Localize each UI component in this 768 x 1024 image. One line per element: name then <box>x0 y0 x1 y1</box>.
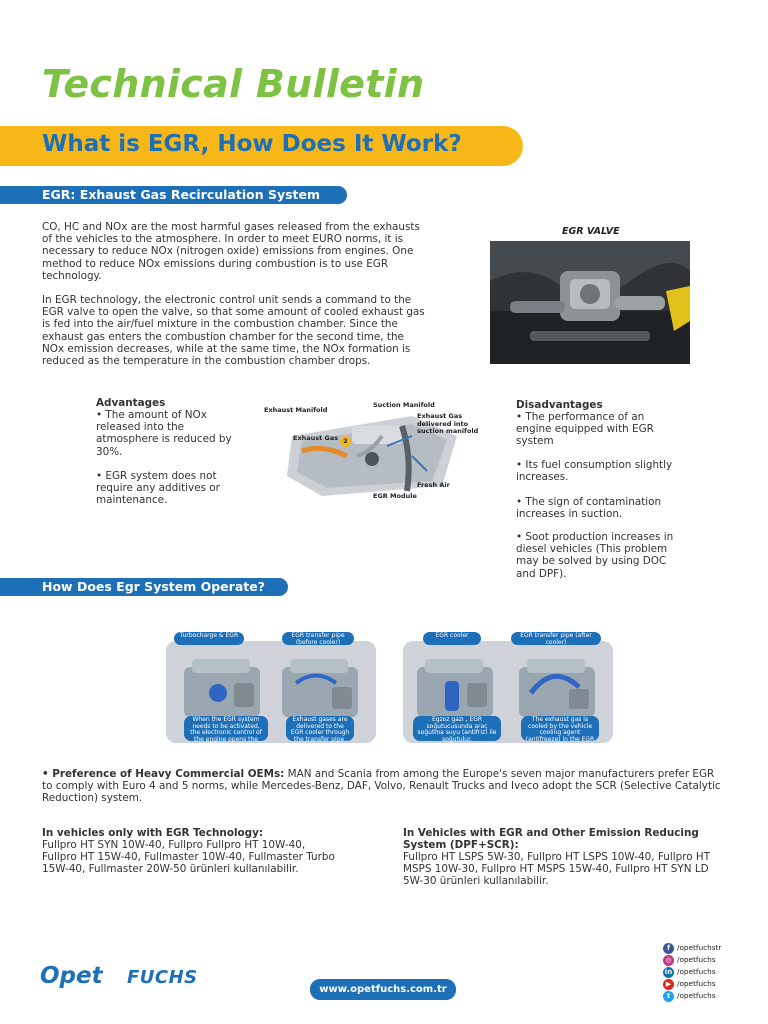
social-handle: /opetfuchstr <box>677 943 722 952</box>
diagram-label-egr-module: EGR Module <box>373 492 417 500</box>
social-handle: /opetfuchs <box>677 991 716 1000</box>
diagram-label-exhaust-gas: Exhaust Gas <box>293 434 339 442</box>
disadvantage-item: • The sign of contamination increases in suction. <box>516 496 662 521</box>
operation-panel-1 <box>166 632 376 749</box>
oem-preference-lead: • Preference of Heavy Commercial OEMs: <box>42 768 285 780</box>
advantage-item: • EGR system does not require any additives or maintenance. <box>96 470 220 507</box>
intro-paragraph-1: CO, HC and NOx are the most harmful gases released from the exhausts of the vehicles to the atmosphere. In order to meet EURO norms, it is necessary to reduce NOx (nitrogen oxide) emissions from engines. One method to reduce NOx emissions during combustion is to use EGR technology. <box>42 221 420 282</box>
step-title: EGR transfer pipe (after cooler) <box>511 632 601 645</box>
social-handle: /opetfuchs <box>677 979 716 988</box>
website-link[interactable]: www.opetfuchs.com.tr <box>310 979 456 1000</box>
step-description: Exhaust gases are delivered to the EGR cooler through the transfer pipe. <box>286 716 354 741</box>
section-title-egr: EGR: Exhaust Gas Recirculation System <box>0 186 347 204</box>
step-title: EGR cooler <box>423 632 481 645</box>
social-youtube[interactable] <box>663 978 716 989</box>
step-description: The exhaust gas is cooled by the vehicle cooling agent (antifreeze) in the EGR cooler. <box>521 716 599 741</box>
diagram-label-exhaust-manifold: Exhaust Manifold <box>264 406 328 414</box>
diagram-label-fresh-air: Fresh Air <box>417 481 450 489</box>
social-handle: /opetfuchs <box>677 955 716 964</box>
egr-valve-photo <box>490 241 690 364</box>
advantages-heading: Advantages <box>96 397 166 409</box>
social-instagram[interactable] <box>663 954 716 965</box>
headline-band <box>0 126 523 166</box>
headline: What is EGR, How Does It Work? <box>42 131 462 157</box>
page-title: Technical Bulletin <box>42 62 425 106</box>
step-description: When the EGR system needs to be activated, the electronic control of the engine opens the EGR valve. <box>184 716 268 741</box>
egr-valve-caption: EGR VALVE <box>562 226 620 237</box>
social-twitter[interactable] <box>663 990 716 1001</box>
engine-illustration <box>513 653 601 725</box>
egr-dpf-scr-products: Fullpro HT LSPS 5W-30, Fullpro HT LSPS 10W-40, Fullpro HT MSPS 10W-30, Fullpro HT MSPS 15W-40, Fullpro HT SYN LD 5W-30 ürünleri kullanılabilir. <box>403 851 711 888</box>
oem-preference <box>42 768 722 805</box>
step-title: EGR transfer pipe (before cooler) <box>282 632 354 645</box>
social-facebook[interactable] <box>663 942 721 953</box>
fuchs-logo: FUCHS <box>127 967 198 988</box>
youtube-icon: ▶ <box>663 979 674 990</box>
operation-panel-2 <box>403 632 613 749</box>
instagram-icon: ◎ <box>663 955 674 966</box>
diagram-step-number: 2 <box>340 436 351 447</box>
diagram-label-delivered: Exhaust Gas delivered into suction manifold <box>417 412 479 435</box>
intro-paragraph-2: In EGR technology, the electronic control unit sends a command to the EGR valve to open the valve, so that some amount of cooled exhaust gas is fed into the air/fuel mixture in the combustion chamber. Since the exhaust gas enters the combustion chamber for the second time, the NOx emission decreases, while at the same time, the NOx formation is reduced as the temperature in the combustion chamber drops. <box>42 294 425 368</box>
twitter-icon: t <box>663 991 674 1002</box>
egr-only-products: Fullpro HT SYN 10W-40, Fullpro Fullpro HT 10W-40, Fullpro HT 15W-40, Fullmaster 10W-40, Fullmaster Turbo 15W-40, Fullmaster 20W-50 ürünleri kullanılabilir. <box>42 839 335 876</box>
engine-illustration <box>276 653 364 725</box>
section-title-operation: How Does Egr System Operate? <box>0 578 288 596</box>
advantage-item: • The amount of NOx released into the atmosphere is reduced by 30%. <box>96 409 232 458</box>
social-linkedin[interactable] <box>663 966 716 977</box>
egr-dpf-scr-heading: In Vehicles with EGR and Other Emission Reducing System (DPF+SCR): <box>403 827 699 852</box>
step-description: Egzoz gazı , EGR soğutucusunda araç soğutma suyu (antifriz) ile soğutulur. <box>413 716 501 741</box>
step-title: Turbocharge & EGR <box>174 632 244 645</box>
disadvantages-heading: Disadvantages <box>516 399 603 411</box>
engine-illustration <box>178 653 266 725</box>
facebook-icon: f <box>663 943 674 954</box>
oem-preference-text: MAN and Scania from among the Europe's seven major manufacturers prefer EGR to comply with Euro 4 and 5 norms, while Mercedes-Benz, DAF, Volvo, Renault Trucks and Iveco adopt the SCR (Selective Catalytic Reduction) system. <box>42 768 721 805</box>
linkedin-icon: in <box>664 967 673 976</box>
opet-logo: Opet <box>40 963 103 989</box>
diagram-label-suction-manifold: Suction Manifold <box>373 401 435 409</box>
engine-illustration <box>411 653 499 725</box>
disadvantage-item: • Soot production increases in diesel vehicles (This problem may be solved by using DOC and DPF). <box>516 531 674 580</box>
egr-only-heading: In vehicles only with EGR Technology: <box>42 827 264 839</box>
disadvantage-item: • The performance of an engine equipped with EGR system <box>516 411 654 448</box>
egr-engine-diagram <box>262 396 482 500</box>
disadvantage-item: • Its fuel consumption slightly increases. <box>516 459 673 484</box>
social-handle: /opetfuchs <box>677 967 716 976</box>
